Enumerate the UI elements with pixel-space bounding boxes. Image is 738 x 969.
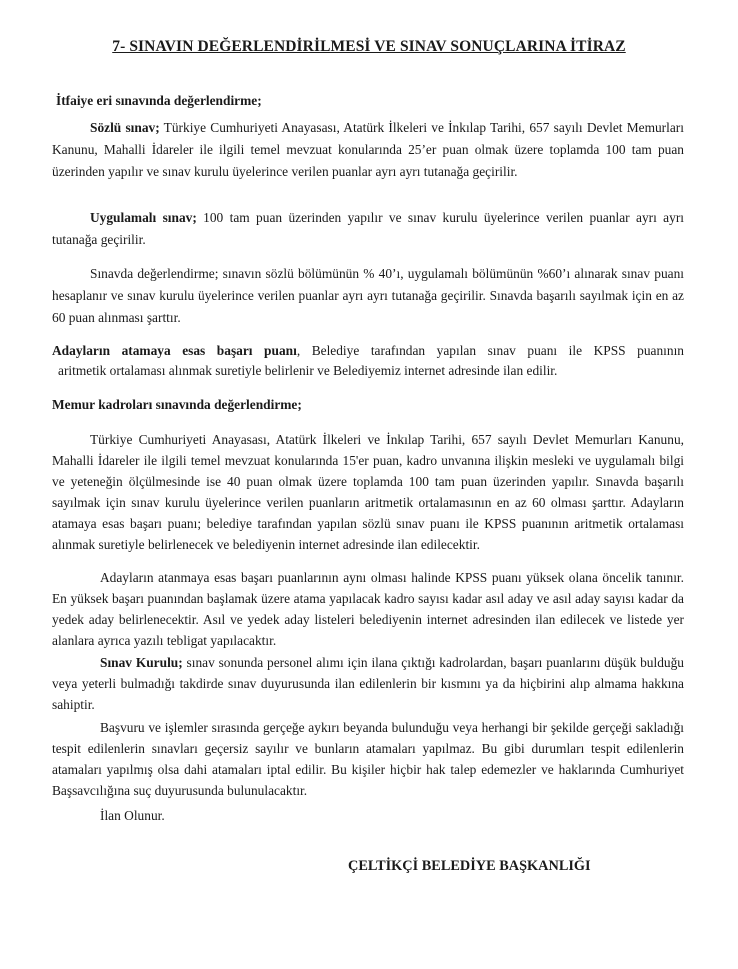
success-score-text-line2: aritmetik ortalaması alınmak suretiyle belirlenir ve Belediyemiz internet adresinde ilan edilir. [58, 363, 558, 378]
officer-section-heading: Memur kadroları sınavında değerlendirme; [52, 397, 302, 412]
success-score-label: Adayların atamaya esas başarı puanı [52, 343, 297, 358]
practical-exam-label: Uygulamalı sınav; [90, 210, 197, 225]
closing-statement: İlan Olunur. [100, 808, 165, 823]
exam-board-paragraph [52, 652, 684, 715]
tie-break-paragraph: Adayların atanmaya esas başarı puanlarının aynı olması halinde KPSS puanı yüksek olana öncelik tanınır. En yüksek başarı puanından başlamak üzere atama yapılacak kadro sayısı kadar asıl aday ve asıl aday sayısı kadar da yedek aday belirlenecektir. Asıl ve yedek aday listeleri belediyenin internet adresinden ilan edilecek ve listede yer alanlara ayrıca yazılı tebligat yapılacaktır. [52, 570, 684, 648]
oral-exam-label: Sözlü sınav; [90, 120, 160, 135]
practical-exam-text: 100 tam puan üzerinden yapılır ve sınav kurulu üyelerince verilen puanlar ayrı ayrı tutanağa geçirilir. [52, 210, 684, 247]
practical-exam-paragraph [52, 207, 684, 251]
officer-evaluation-paragraph: Türkiye Cumhuriyeti Anayasası, Atatürk İlkeleri ve İnkılap Tarihi, 657 sayılı Devlet Memurları Kanunu, Mahalli İdareler ile ilgili temel mevzuat konularında 15'er puan, kadro unvanına ilişkin mesleki ve uygulamalı bilgi ve yeteneğin ölçülmesinde ise 40 puan olmak üzere toplamda 100 tam puan üzerinden yapılır. Sınavda başarılı sayılmak için sınav kurulu üyelerince verilen puanların aritmetik ortalamasının en az 60 olması şarttır. Adayların atamaya esas başarı puanı; belediye tarafından yapılan sözlü sınav puanı ile KPSS puanının aritmetik ortalaması alınmak suretiyle belirlenecek ve belediyenin internet adresinde ilan edilecektir. [52, 432, 684, 552]
document-title: 7- SINAVIN DEĞERLENDİRİLMESİ VE SINAV SONUÇLARINA İTİRAZ [112, 38, 626, 55]
oral-exam-text: Türkiye Cumhuriyeti Anayasası, Atatürk İlkeleri ve İnkılap Tarihi, 657 sayılı Devlet Memurları Kanunu, Mahalli İdareler ile ilgili temel mevzuat konularında 25’er puan olmak üzere toplamda 100 tam puan üzerinden yapılır ve sınav kurulu üyelerince verilen puanlar ayrı ayrı tutanağa geçirilir. [52, 120, 684, 179]
exam-board-text: sınav sonunda personel alımı için ilana çıktığı kadrolardan, başarı puanlarını düşük bulduğu veya yeterli bulmadığı takdirde sınav duyurusunda ilan edilenlerin bir kısmını ya da hiçbirini alıp almama hakkına sahiptir. [52, 655, 684, 712]
false-statement-paragraph: Başvuru ve işlemler sırasında gerçeğe aykırı beyanda bulunduğu veya herhangi bir şekilde gerçeği sakladığı tespit edilenlerin sınavları geçersiz sayılır ve bunların atamaları yapılmaz. Bu gibi durumları tespit edilenlerin atamaları yapılmış olsa dahi atamaları iptal edilir. Bu kişiler hiçbir hak talep edemezler ve haklarında Cumhuriyet Başsavcılığına suç duyurusunda bulunulacaktır. [52, 720, 684, 798]
success-score-paragraph [52, 340, 684, 382]
firefighter-section-heading: İtfaiye eri sınavında değerlendirme; [56, 93, 262, 108]
success-score-text-line1: , Belediye tarafından yapılan sınav puanı ile KPSS puanının [296, 343, 685, 358]
exam-board-label: Sınav Kurulu; [100, 655, 183, 670]
signature-authority: ÇELTİKÇİ BELEDİYE BAŞKANLIĞI [348, 858, 591, 874]
firefighter-evaluation-paragraph: Sınavda değerlendirme; sınavın sözlü bölümünün % 40’ı, uygulamalı bölümünün %60’ı alınarak sınav puanı hesaplanır ve sınav kurulu üyelerince verilen puanlar ayrı ayrı tutanağa geçirilir. Sınavda başarılı sayılmak için en az 60 puan alınması şarttır. [52, 266, 684, 325]
oral-exam-paragraph [52, 117, 684, 183]
